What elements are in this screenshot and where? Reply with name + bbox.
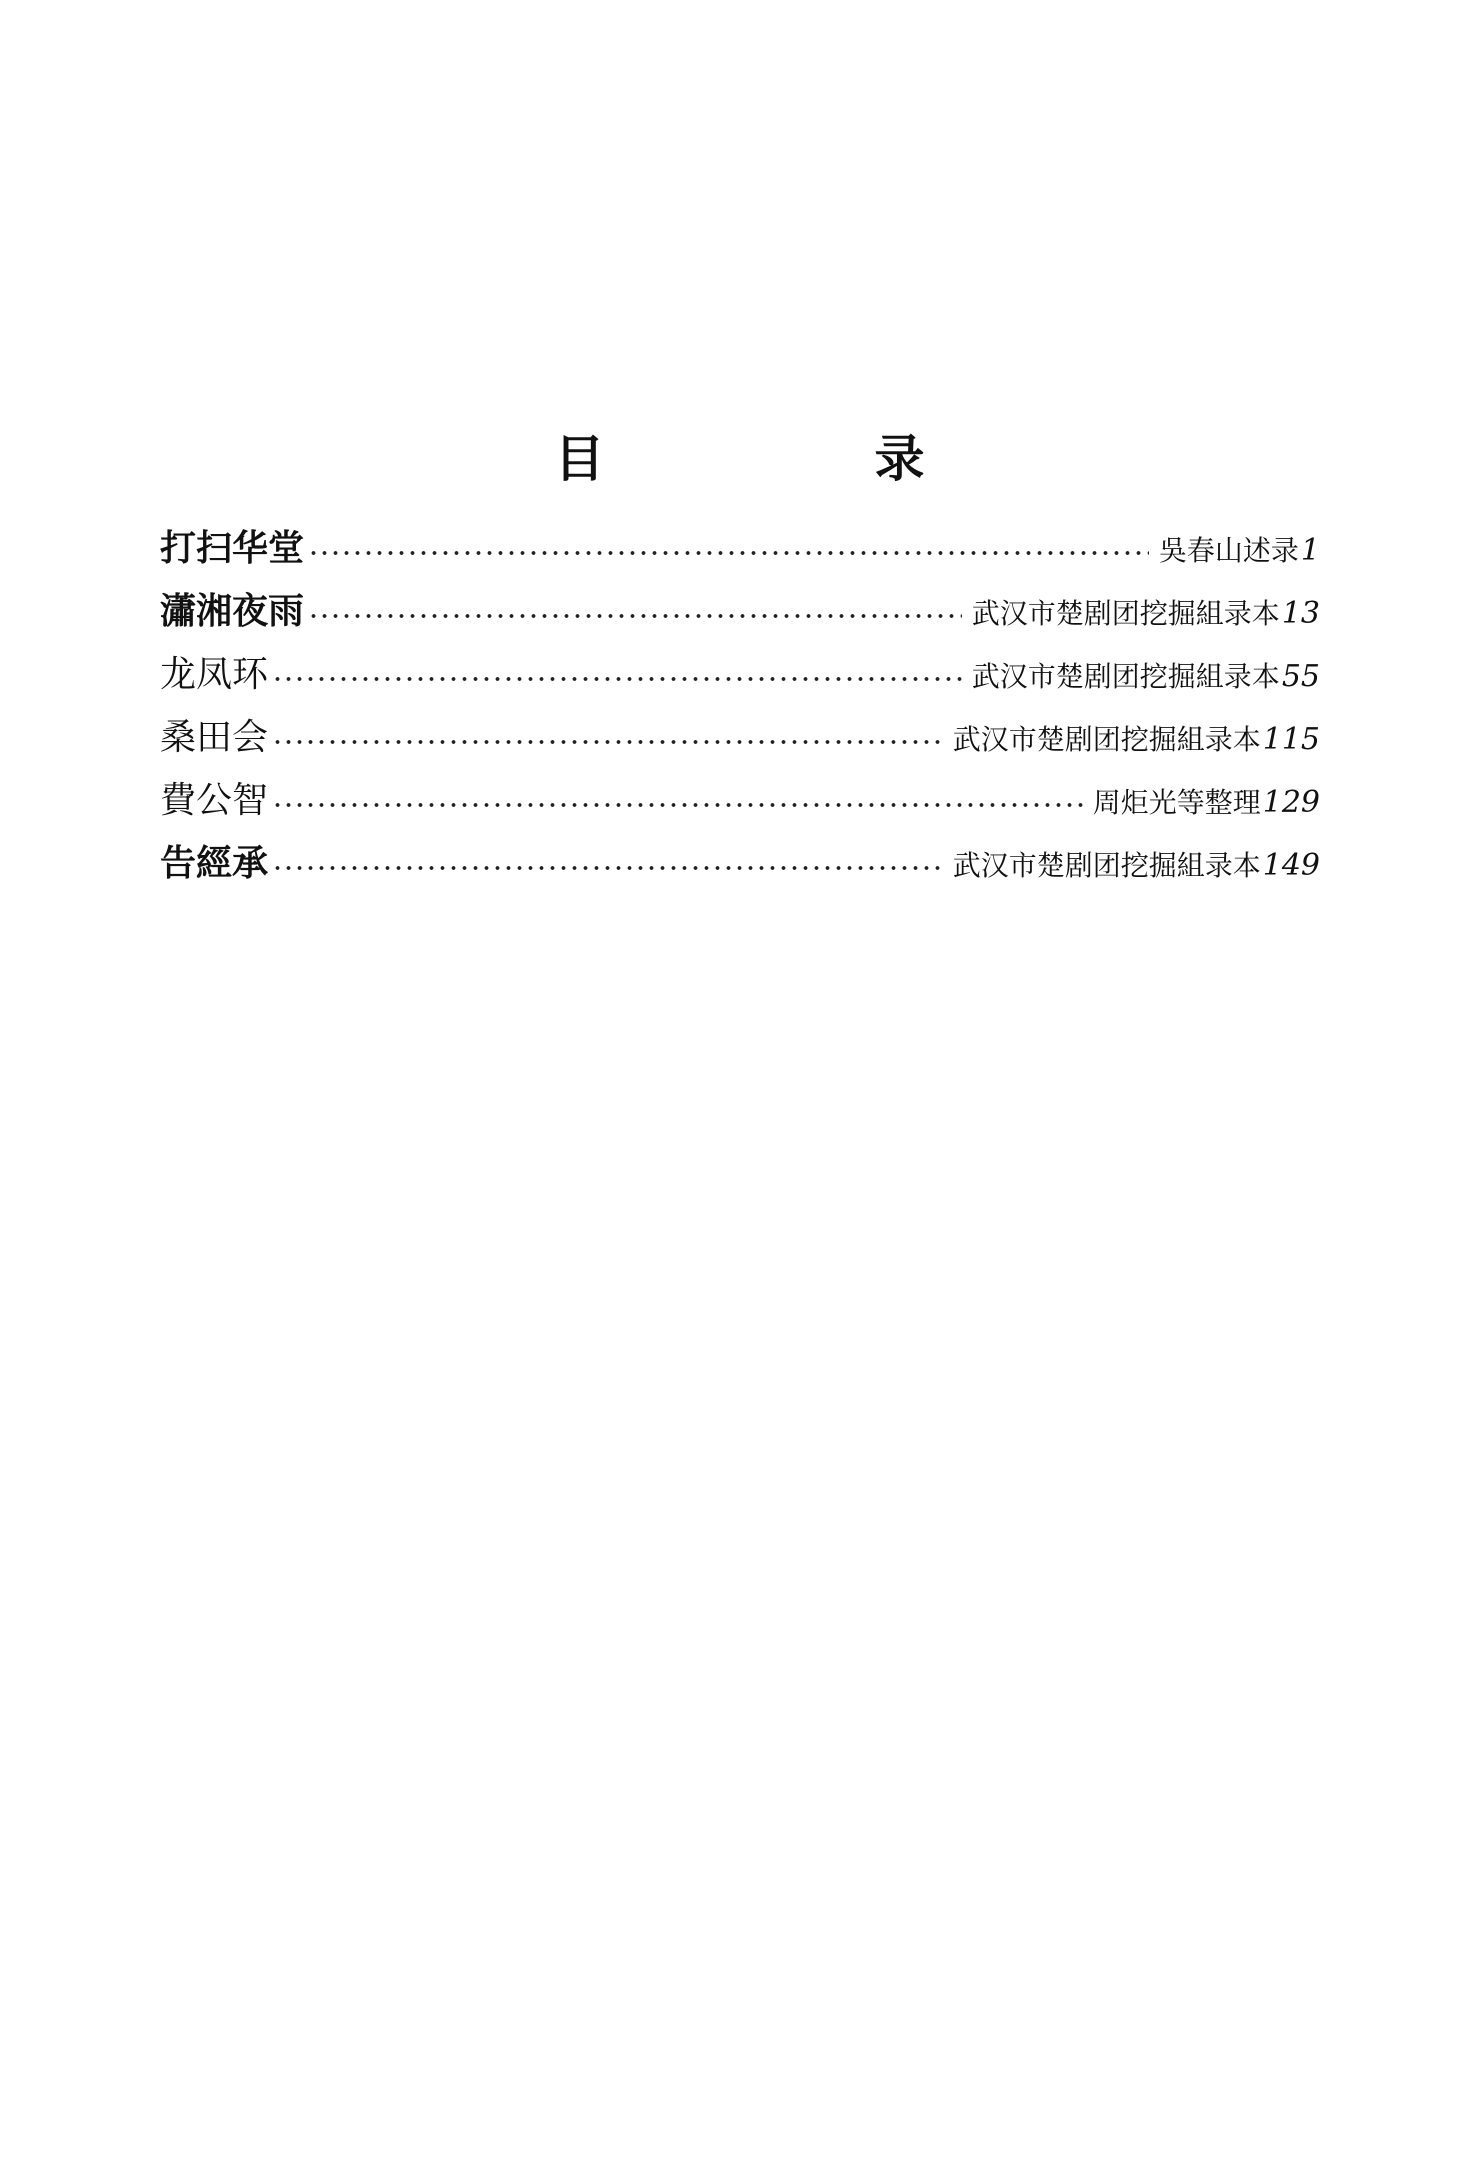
table-of-contents (160, 520, 1320, 898)
dot-leader (308, 587, 962, 623)
entry-title: 瀟湘夜雨 (160, 590, 305, 632)
dot-leader (272, 650, 962, 686)
entry-page-number: 13 (1281, 596, 1320, 631)
entry-title: 費公智 (160, 780, 269, 821)
entry-source: 武汉市楚剧团挖掘組录本 (971, 660, 1280, 693)
page-title: 目 录 (554, 429, 1035, 488)
entry-page-number: 1 (1300, 533, 1320, 568)
toc-entry (160, 835, 1320, 898)
toc-entry (160, 709, 1320, 772)
entry-source: 周炬光等整理 (1092, 786, 1261, 819)
entry-source: 武汉市楚剧团挖掘組录本 (971, 597, 1280, 630)
dot-leader (272, 839, 943, 875)
entry-source: 武汉市楚剧团挖掘組录本 (952, 849, 1261, 882)
entry-page-number: 55 (1281, 659, 1320, 694)
dot-leader (272, 713, 943, 749)
entry-source: 吳春山述录 (1158, 534, 1299, 567)
entry-page-number: 149 (1262, 848, 1320, 883)
toc-entry (160, 772, 1320, 835)
entry-source: 武汉市楚剧团挖掘組录本 (952, 723, 1261, 756)
entry-page-number: 115 (1262, 722, 1320, 757)
entry-page-number: 129 (1262, 785, 1320, 820)
toc-entry (160, 520, 1320, 583)
entry-title: 告經承 (160, 842, 269, 884)
toc-entry (160, 583, 1320, 646)
toc-entry (160, 646, 1320, 709)
entry-title: 打扫华堂 (160, 527, 305, 569)
entry-title: 桑田会 (160, 717, 269, 758)
entry-title: 龙凤环 (160, 654, 269, 695)
dot-leader (308, 524, 1149, 560)
dot-leader (272, 776, 1083, 812)
